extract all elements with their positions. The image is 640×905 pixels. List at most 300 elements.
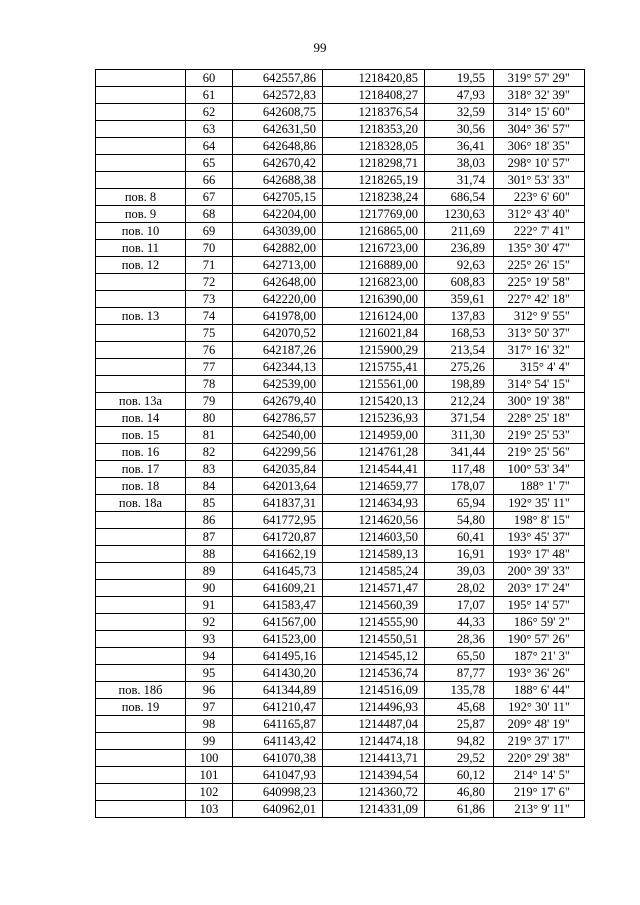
point-number-cell: 103: [186, 801, 233, 818]
length-cell: 60,12: [425, 767, 494, 784]
length-cell: 87,77: [425, 665, 494, 682]
table-row: [96, 274, 585, 291]
direction-angle-cell: 188° 6' 44": [494, 682, 585, 699]
x-coordinate-cell: 642557,86: [233, 70, 323, 87]
length-cell: 19,55: [425, 70, 494, 87]
length-cell: 137,83: [425, 308, 494, 325]
length-cell: 213,54: [425, 342, 494, 359]
direction-angle-cell: 214° 14' 5": [494, 767, 585, 784]
length-cell: 359,61: [425, 291, 494, 308]
turn-point-cell: [96, 325, 186, 342]
table-row: [96, 784, 585, 801]
direction-angle-cell: 313° 50' 37": [494, 325, 585, 342]
table-row: [96, 461, 585, 478]
point-number-cell: 77: [186, 359, 233, 376]
x-coordinate-cell: 641609,21: [233, 580, 323, 597]
direction-angle-cell: 203° 17' 24": [494, 580, 585, 597]
point-number-cell: 81: [186, 427, 233, 444]
point-number-cell: 82: [186, 444, 233, 461]
length-cell: 371,54: [425, 410, 494, 427]
point-number-cell: 64: [186, 138, 233, 155]
length-cell: 608,83: [425, 274, 494, 291]
y-coordinate-cell: 1218328,05: [323, 138, 425, 155]
x-coordinate-cell: 642713,00: [233, 257, 323, 274]
x-coordinate-cell: 641978,00: [233, 308, 323, 325]
table-row: [96, 240, 585, 257]
table-row: [96, 155, 585, 172]
direction-angle-cell: 314° 54' 15": [494, 376, 585, 393]
y-coordinate-cell: 1214959,00: [323, 427, 425, 444]
length-cell: 32,59: [425, 104, 494, 121]
direction-angle-cell: 227° 42' 18": [494, 291, 585, 308]
length-cell: 61,86: [425, 801, 494, 818]
length-cell: 94,82: [425, 733, 494, 750]
point-number-cell: 99: [186, 733, 233, 750]
table-row: [96, 801, 585, 818]
point-number-cell: 60: [186, 70, 233, 87]
turn-point-cell: пов. 11: [96, 240, 186, 257]
y-coordinate-cell: 1215236,93: [323, 410, 425, 427]
point-number-cell: 101: [186, 767, 233, 784]
turn-point-cell: [96, 512, 186, 529]
x-coordinate-cell: 641165,87: [233, 716, 323, 733]
turn-point-cell: [96, 274, 186, 291]
y-coordinate-cell: 1214659,77: [323, 478, 425, 495]
table-row: [96, 189, 585, 206]
direction-angle-cell: 300° 19' 38": [494, 393, 585, 410]
y-coordinate-cell: 1214550,51: [323, 631, 425, 648]
x-coordinate-cell: 640998,23: [233, 784, 323, 801]
x-coordinate-cell: 642013,64: [233, 478, 323, 495]
y-coordinate-cell: 1216865,00: [323, 223, 425, 240]
point-number-cell: 69: [186, 223, 233, 240]
y-coordinate-cell: 1214620,56: [323, 512, 425, 529]
table-row: [96, 563, 585, 580]
direction-angle-cell: 193° 45' 37": [494, 529, 585, 546]
x-coordinate-cell: 642299,56: [233, 444, 323, 461]
turn-point-cell: пов. 16: [96, 444, 186, 461]
table-row: [96, 104, 585, 121]
table-row: [96, 529, 585, 546]
direction-angle-cell: 135° 30' 47": [494, 240, 585, 257]
table-row: [96, 325, 585, 342]
y-coordinate-cell: 1214589,13: [323, 546, 425, 563]
x-coordinate-cell: 642608,75: [233, 104, 323, 121]
length-cell: 117,48: [425, 461, 494, 478]
length-cell: 212,24: [425, 393, 494, 410]
length-cell: 341,44: [425, 444, 494, 461]
point-number-cell: 61: [186, 87, 233, 104]
x-coordinate-cell: 642705,15: [233, 189, 323, 206]
y-coordinate-cell: 1214544,41: [323, 461, 425, 478]
length-cell: 686,54: [425, 189, 494, 206]
turn-point-cell: [96, 665, 186, 682]
y-coordinate-cell: 1214394,54: [323, 767, 425, 784]
table-row: [96, 631, 585, 648]
table-row: [96, 495, 585, 512]
x-coordinate-cell: 641567,00: [233, 614, 323, 631]
length-cell: 46,80: [425, 784, 494, 801]
table-row: [96, 206, 585, 223]
direction-angle-cell: 213° 9' 11": [494, 801, 585, 818]
y-coordinate-cell: 1218298,71: [323, 155, 425, 172]
point-number-cell: 100: [186, 750, 233, 767]
x-coordinate-cell: 642220,00: [233, 291, 323, 308]
x-coordinate-cell: 642688,38: [233, 172, 323, 189]
direction-angle-cell: 228° 25' 18": [494, 410, 585, 427]
x-coordinate-cell: 642882,00: [233, 240, 323, 257]
x-coordinate-cell: 642187,26: [233, 342, 323, 359]
length-cell: 17,07: [425, 597, 494, 614]
direction-angle-cell: 188° 1' 7": [494, 478, 585, 495]
y-coordinate-cell: 1218238,24: [323, 189, 425, 206]
turn-point-cell: пов. 18а: [96, 495, 186, 512]
turn-point-cell: пов. 13а: [96, 393, 186, 410]
turn-point-cell: [96, 733, 186, 750]
length-cell: 45,68: [425, 699, 494, 716]
table-row: [96, 478, 585, 495]
y-coordinate-cell: 1214634,93: [323, 495, 425, 512]
direction-angle-cell: 319° 57' 29": [494, 70, 585, 87]
table-row: [96, 308, 585, 325]
point-number-cell: 95: [186, 665, 233, 682]
turn-point-cell: [96, 750, 186, 767]
x-coordinate-cell: 641523,00: [233, 631, 323, 648]
x-coordinate-cell: 643039,00: [233, 223, 323, 240]
y-coordinate-cell: 1214560,39: [323, 597, 425, 614]
y-coordinate-cell: 1218376,54: [323, 104, 425, 121]
length-cell: 47,93: [425, 87, 494, 104]
point-number-cell: 63: [186, 121, 233, 138]
x-coordinate-cell: 641720,87: [233, 529, 323, 546]
point-number-cell: 76: [186, 342, 233, 359]
length-cell: 236,89: [425, 240, 494, 257]
direction-angle-cell: 219° 25' 56": [494, 444, 585, 461]
length-cell: 29,52: [425, 750, 494, 767]
turn-point-cell: пов. 15: [96, 427, 186, 444]
length-cell: 135,78: [425, 682, 494, 699]
direction-angle-cell: 314° 15' 60": [494, 104, 585, 121]
length-cell: 198,89: [425, 376, 494, 393]
direction-angle-cell: 186° 59' 2": [494, 614, 585, 631]
x-coordinate-cell: 642540,00: [233, 427, 323, 444]
x-coordinate-cell: 642539,00: [233, 376, 323, 393]
length-cell: 44,33: [425, 614, 494, 631]
direction-angle-cell: 222° 7' 41": [494, 223, 585, 240]
turn-point-cell: [96, 716, 186, 733]
point-number-cell: 92: [186, 614, 233, 631]
direction-angle-cell: 306° 18' 35": [494, 138, 585, 155]
point-number-cell: 84: [186, 478, 233, 495]
y-coordinate-cell: 1215900,29: [323, 342, 425, 359]
length-cell: 30,56: [425, 121, 494, 138]
direction-angle-cell: 219° 25' 53": [494, 427, 585, 444]
turn-point-cell: пов. 8: [96, 189, 186, 206]
length-cell: 92,63: [425, 257, 494, 274]
y-coordinate-cell: 1214571,47: [323, 580, 425, 597]
point-number-cell: 88: [186, 546, 233, 563]
point-number-cell: 86: [186, 512, 233, 529]
y-coordinate-cell: 1216124,00: [323, 308, 425, 325]
x-coordinate-cell: 641070,38: [233, 750, 323, 767]
table-row: [96, 699, 585, 716]
length-cell: 38,03: [425, 155, 494, 172]
table-row: [96, 70, 585, 87]
point-number-cell: 85: [186, 495, 233, 512]
coordinates-table-body: [96, 70, 585, 818]
y-coordinate-cell: 1218408,27: [323, 87, 425, 104]
length-cell: 178,07: [425, 478, 494, 495]
x-coordinate-cell: 641047,93: [233, 767, 323, 784]
table-row: [96, 410, 585, 427]
x-coordinate-cell: 642679,40: [233, 393, 323, 410]
turn-point-cell: пов. 18б: [96, 682, 186, 699]
point-number-cell: 96: [186, 682, 233, 699]
turn-point-cell: [96, 121, 186, 138]
point-number-cell: 89: [186, 563, 233, 580]
turn-point-cell: [96, 580, 186, 597]
y-coordinate-cell: 1216823,00: [323, 274, 425, 291]
y-coordinate-cell: 1215561,00: [323, 376, 425, 393]
turn-point-cell: пов. 18: [96, 478, 186, 495]
x-coordinate-cell: 641344,89: [233, 682, 323, 699]
y-coordinate-cell: 1214555,90: [323, 614, 425, 631]
length-cell: 65,50: [425, 648, 494, 665]
x-coordinate-cell: 642070,52: [233, 325, 323, 342]
point-number-cell: 78: [186, 376, 233, 393]
table-row: [96, 665, 585, 682]
direction-angle-cell: 312° 9' 55": [494, 308, 585, 325]
table-row: [96, 121, 585, 138]
turn-point-cell: [96, 376, 186, 393]
turn-point-cell: [96, 631, 186, 648]
point-number-cell: 87: [186, 529, 233, 546]
direction-angle-cell: 219° 17' 6": [494, 784, 585, 801]
point-number-cell: 75: [186, 325, 233, 342]
x-coordinate-cell: 641430,20: [233, 665, 323, 682]
direction-angle-cell: 192° 30' 11": [494, 699, 585, 716]
point-number-cell: 62: [186, 104, 233, 121]
y-coordinate-cell: 1214474,18: [323, 733, 425, 750]
turn-point-cell: пов. 19: [96, 699, 186, 716]
direction-angle-cell: 220° 29' 38": [494, 750, 585, 767]
direction-angle-cell: 193° 36' 26": [494, 665, 585, 682]
turn-point-cell: пов. 13: [96, 308, 186, 325]
turn-point-cell: [96, 801, 186, 818]
x-coordinate-cell: 641837,31: [233, 495, 323, 512]
turn-point-cell: [96, 155, 186, 172]
x-coordinate-cell: 641143,42: [233, 733, 323, 750]
y-coordinate-cell: 1216390,00: [323, 291, 425, 308]
y-coordinate-cell: 1215755,41: [323, 359, 425, 376]
length-cell: 168,53: [425, 325, 494, 342]
x-coordinate-cell: 640962,01: [233, 801, 323, 818]
direction-angle-cell: 198° 8' 15": [494, 512, 585, 529]
length-cell: 54,80: [425, 512, 494, 529]
table-row: [96, 716, 585, 733]
length-cell: 275,26: [425, 359, 494, 376]
table-row: [96, 342, 585, 359]
table-row: [96, 512, 585, 529]
point-number-cell: 73: [186, 291, 233, 308]
table-row: [96, 682, 585, 699]
y-coordinate-cell: 1214603,50: [323, 529, 425, 546]
y-coordinate-cell: 1214487,04: [323, 716, 425, 733]
turn-point-cell: [96, 767, 186, 784]
x-coordinate-cell: 642670,42: [233, 155, 323, 172]
table-row: [96, 614, 585, 631]
point-number-cell: 94: [186, 648, 233, 665]
y-coordinate-cell: 1214360,72: [323, 784, 425, 801]
table-row: [96, 291, 585, 308]
direction-angle-cell: 298° 10' 57": [494, 155, 585, 172]
direction-angle-cell: 301° 53' 33": [494, 172, 585, 189]
y-coordinate-cell: 1214536,74: [323, 665, 425, 682]
turn-point-cell: [96, 784, 186, 801]
length-cell: 25,87: [425, 716, 494, 733]
y-coordinate-cell: 1218353,20: [323, 121, 425, 138]
x-coordinate-cell: 641645,73: [233, 563, 323, 580]
direction-angle-cell: 315° 4' 4": [494, 359, 585, 376]
y-coordinate-cell: 1214761,28: [323, 444, 425, 461]
table-row: [96, 546, 585, 563]
length-cell: 31,74: [425, 172, 494, 189]
x-coordinate-cell: 641772,95: [233, 512, 323, 529]
point-number-cell: 72: [186, 274, 233, 291]
length-cell: 211,69: [425, 223, 494, 240]
x-coordinate-cell: 642344,13: [233, 359, 323, 376]
direction-angle-cell: 187° 21' 3": [494, 648, 585, 665]
y-coordinate-cell: 1216723,00: [323, 240, 425, 257]
y-coordinate-cell: 1214545,12: [323, 648, 425, 665]
turn-point-cell: [96, 87, 186, 104]
y-coordinate-cell: 1214496,93: [323, 699, 425, 716]
turn-point-cell: [96, 359, 186, 376]
length-cell: 39,03: [425, 563, 494, 580]
direction-angle-cell: 219° 37' 17": [494, 733, 585, 750]
turn-point-cell: [96, 563, 186, 580]
x-coordinate-cell: 642631,50: [233, 121, 323, 138]
length-cell: 16,91: [425, 546, 494, 563]
x-coordinate-cell: 641583,47: [233, 597, 323, 614]
x-coordinate-cell: 642572,83: [233, 87, 323, 104]
x-coordinate-cell: 642648,86: [233, 138, 323, 155]
direction-angle-cell: 318° 32' 39": [494, 87, 585, 104]
turn-point-cell: пов. 17: [96, 461, 186, 478]
turn-point-cell: [96, 138, 186, 155]
turn-point-cell: [96, 342, 186, 359]
table-row: [96, 767, 585, 784]
table-row: [96, 750, 585, 767]
point-number-cell: 91: [186, 597, 233, 614]
direction-angle-cell: 193° 17' 48": [494, 546, 585, 563]
x-coordinate-cell: 642204,00: [233, 206, 323, 223]
direction-angle-cell: 100° 53' 34": [494, 461, 585, 478]
turn-point-cell: пов. 9: [96, 206, 186, 223]
table-row: [96, 597, 585, 614]
length-cell: 36,41: [425, 138, 494, 155]
direction-angle-cell: 304° 36' 57": [494, 121, 585, 138]
y-coordinate-cell: 1218265,19: [323, 172, 425, 189]
page-number: 99: [313, 40, 327, 55]
table-row: [96, 393, 585, 410]
length-cell: 1230,63: [425, 206, 494, 223]
y-coordinate-cell: 1214331,09: [323, 801, 425, 818]
point-number-cell: 66: [186, 172, 233, 189]
turn-point-cell: [96, 648, 186, 665]
point-number-cell: 80: [186, 410, 233, 427]
turn-point-cell: пов. 10: [96, 223, 186, 240]
point-number-cell: 102: [186, 784, 233, 801]
turn-point-cell: пов. 14: [96, 410, 186, 427]
length-cell: 28,02: [425, 580, 494, 597]
y-coordinate-cell: 1216889,00: [323, 257, 425, 274]
x-coordinate-cell: 642035,84: [233, 461, 323, 478]
table-row: [96, 223, 585, 240]
y-coordinate-cell: 1216021,84: [323, 325, 425, 342]
table-row: [96, 376, 585, 393]
point-number-cell: 90: [186, 580, 233, 597]
direction-angle-cell: 192° 35' 11": [494, 495, 585, 512]
point-number-cell: 74: [186, 308, 233, 325]
turn-point-cell: [96, 172, 186, 189]
turn-point-cell: [96, 291, 186, 308]
point-number-cell: 65: [186, 155, 233, 172]
point-number-cell: 83: [186, 461, 233, 478]
length-cell: 28,36: [425, 631, 494, 648]
point-number-cell: 68: [186, 206, 233, 223]
y-coordinate-cell: 1214413,71: [323, 750, 425, 767]
turn-point-cell: [96, 104, 186, 121]
direction-angle-cell: 312° 43' 40": [494, 206, 585, 223]
y-coordinate-cell: 1215420,13: [323, 393, 425, 410]
direction-angle-cell: 225° 19' 58": [494, 274, 585, 291]
x-coordinate-cell: 642786,57: [233, 410, 323, 427]
turn-point-cell: [96, 546, 186, 563]
table-row: [96, 427, 585, 444]
point-number-cell: 97: [186, 699, 233, 716]
table-row: [96, 733, 585, 750]
table-row: [96, 87, 585, 104]
turn-point-cell: пов. 12: [96, 257, 186, 274]
direction-angle-cell: 225° 26' 15": [494, 257, 585, 274]
length-cell: 65,94: [425, 495, 494, 512]
direction-angle-cell: 209° 48' 19": [494, 716, 585, 733]
table-row: [96, 444, 585, 461]
direction-angle-cell: 223° 6' 60": [494, 189, 585, 206]
table-row: [96, 172, 585, 189]
length-cell: 311,30: [425, 427, 494, 444]
x-coordinate-cell: 641662,19: [233, 546, 323, 563]
direction-angle-cell: 317° 16' 32": [494, 342, 585, 359]
direction-angle-cell: 190° 57' 26": [494, 631, 585, 648]
direction-angle-cell: 195° 14' 57": [494, 597, 585, 614]
point-number-cell: 71: [186, 257, 233, 274]
length-cell: 60,41: [425, 529, 494, 546]
table-row: [96, 648, 585, 665]
y-coordinate-cell: 1214585,24: [323, 563, 425, 580]
x-coordinate-cell: 641495,16: [233, 648, 323, 665]
turn-point-cell: [96, 70, 186, 87]
y-coordinate-cell: 1214516,09: [323, 682, 425, 699]
y-coordinate-cell: 1218420,85: [323, 70, 425, 87]
turn-point-cell: [96, 614, 186, 631]
x-coordinate-cell: 642648,00: [233, 274, 323, 291]
point-number-cell: 79: [186, 393, 233, 410]
y-coordinate-cell: 1217769,00: [323, 206, 425, 223]
table-row: [96, 138, 585, 155]
table-row: [96, 359, 585, 376]
